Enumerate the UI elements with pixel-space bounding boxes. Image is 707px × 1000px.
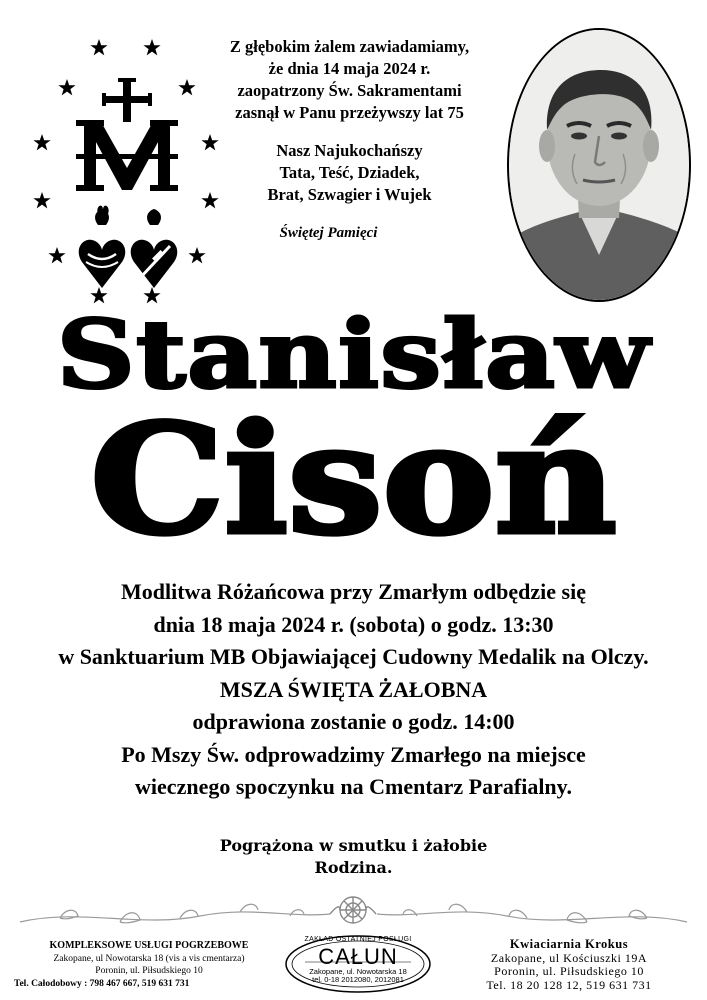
family-relation-line: Brat, Szwagier i Wujek xyxy=(267,185,432,204)
ceremony-line: odprawiona zostanie o godz. 14:00 xyxy=(192,709,515,734)
miraculous-medal-icon xyxy=(22,28,232,318)
florist-title: Kwiaciarnia Krokus xyxy=(509,937,629,951)
logo-name: CAŁUN xyxy=(318,944,398,969)
miraculous-medal-emblem xyxy=(22,28,232,318)
ceremony-line: Po Mszy Św. odprowadzimy Zmarłego na miejsce xyxy=(121,741,586,767)
funeral-home-address: Zakopane, ul Nowotarska 18 (vis a vis cmentarza) xyxy=(53,953,245,964)
portrait-photo xyxy=(509,30,689,300)
funeral-home-phone: Tel. Całodobowy : 798 467 667, 519 631 731 xyxy=(14,978,190,989)
intro-line: zaopatrzony Św. Sakramentami xyxy=(237,81,462,100)
logo-address-line: Zakopane, ul. Nowotarska 18 xyxy=(309,967,407,976)
floral-divider xyxy=(0,888,707,936)
sacred-heart-icon xyxy=(79,206,126,288)
memory-label: Świętej Pamięci xyxy=(279,225,378,241)
floral-divider-icon xyxy=(0,888,707,936)
logo-arc-text: ZAKŁAD OSTATNIEJ POSŁUGI xyxy=(304,936,412,943)
logo-phone-line: tel. 0-18 2012080, 2012081 xyxy=(312,975,404,984)
family-line: Rodzina. xyxy=(314,858,393,877)
ceremony-line: Modlitwa Różańcowa przy Zmarłym odbędzie się xyxy=(121,579,586,604)
family-signature xyxy=(0,835,707,879)
funeral-home-title: KOMPLEKSOWE USŁUGI POGRZEBOWE xyxy=(49,940,249,951)
spacer xyxy=(212,124,487,140)
funeral-home-address: Poronin, ul. Piłsudskiego 10 xyxy=(95,966,203,976)
funeral-home-info xyxy=(14,940,284,990)
ceremony-line: dnia 18 maja 2024 r. (sobota) o godz. 13:30 xyxy=(153,611,554,637)
calun-logo xyxy=(283,930,433,994)
florist-info xyxy=(444,938,694,992)
florist-address: Zakopane, ul Kościuszki 19A xyxy=(490,950,648,965)
deceased-portrait xyxy=(507,28,691,302)
family-line: Pogrążona w smutku i żałobie xyxy=(219,836,488,855)
ceremony-line: MSZA ŚWIĘTA ŻAŁOBNA xyxy=(219,676,488,702)
announcement-intro xyxy=(212,36,487,244)
deceased-first-name: Stanisław xyxy=(56,300,651,410)
ceremony-line: wiecznego spoczynku na Cmentarz Parafialny. xyxy=(135,774,572,799)
intro-line: zasnął w Panu przeżywszy lat 75 xyxy=(235,103,464,122)
ceremony-line: w Sanktuarium MB Objawiającej Cudowny Medalik na Olczy. xyxy=(58,644,649,669)
florist-phone: Tel. 18 20 128 12, 519 631 731 xyxy=(486,977,652,992)
deceased-last-name: Cisoń xyxy=(90,392,617,568)
family-relation-line: Nasz Najukochańszy xyxy=(276,141,423,160)
family-relation-line: Tata, Teść, Dziadek, xyxy=(279,163,420,182)
immaculate-heart-icon xyxy=(131,209,178,288)
florist-address: Poronin, ul. Piłsudskiego 10 xyxy=(494,964,644,978)
intro-line: Z głębokim żalem zawiadamiamy, xyxy=(229,37,470,56)
intro-line: że dnia 14 maja 2024 r. xyxy=(268,59,431,78)
ceremony-details xyxy=(0,576,707,804)
logo-address xyxy=(283,968,433,984)
